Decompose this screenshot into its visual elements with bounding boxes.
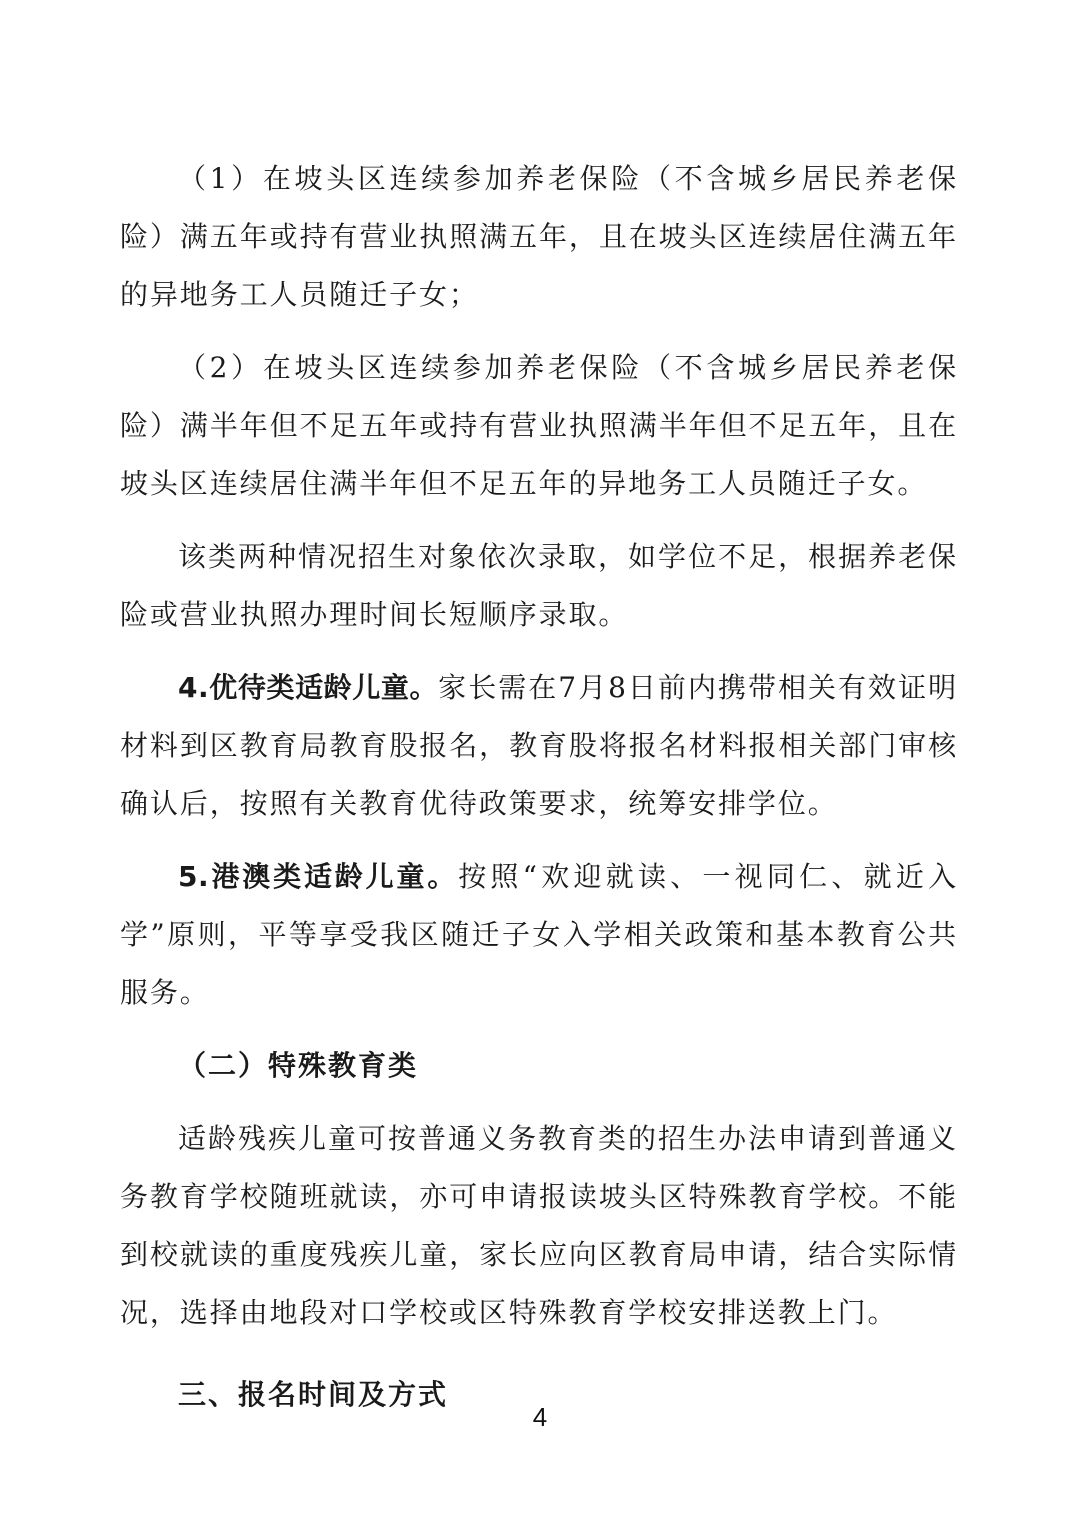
document-page [120,150,958,1424]
page-number: 4 [532,1402,548,1432]
paragraph-hk-macao-children [120,848,958,1022]
section-heading-special-education: （二）特殊教育类 [178,1049,419,1082]
paragraph-item-2: （2）在坡头区连续参加养老保险（不含城乡居民养老保险）满半年但不足五年或持有营业执照满半年但不足五年，且在坡头区连续居住满半年但不足五年的异地务工人员随迁子女。 [120,351,958,500]
paragraph-disabled-children: 适龄残疾儿童可按普通义务教育类的招生办法申请到普通义务教育学校随班就读，亦可申请报读坡头区特殊教育学校。不能到校就读的重度残疾儿童，家长应向区教育局申请，结合实际情况，选择由地段对口学校或区特殊教育学校安排送教上门。 [120,1122,958,1329]
paragraph-preferential-children [120,659,958,833]
paragraph-lead: 4.优待类适龄儿童。 [178,671,439,704]
paragraph-body: 家长需在7月8日前内携带相关有效证明材料到区教育局教育股报名，教育股将报名材料报相关部门审核确认后，按照有关教育优待政策要求，统筹安排学位。 [120,671,958,820]
section-heading-registration: 三、报名时间及方式 [178,1378,449,1411]
paragraph-lead: 5.港澳类适龄儿童。 [178,860,459,893]
paragraph-body: 按照“欢迎就读、一视同仁、就近入学”原则，平等享受我区随迁子女入学相关政策和基本教育公共服务。 [120,860,959,1009]
paragraph-item-1: （1）在坡头区连续参加养老保险（不含城乡居民养老保险）满五年或持有营业执照满五年，且在坡头区连续居住满五年的异地务工人员随迁子女； [120,162,958,311]
paragraph-admission-order: 该类两种情况招生对象依次录取，如学位不足，根据养老保险或营业执照办理时间长短顺序录取。 [120,540,958,631]
